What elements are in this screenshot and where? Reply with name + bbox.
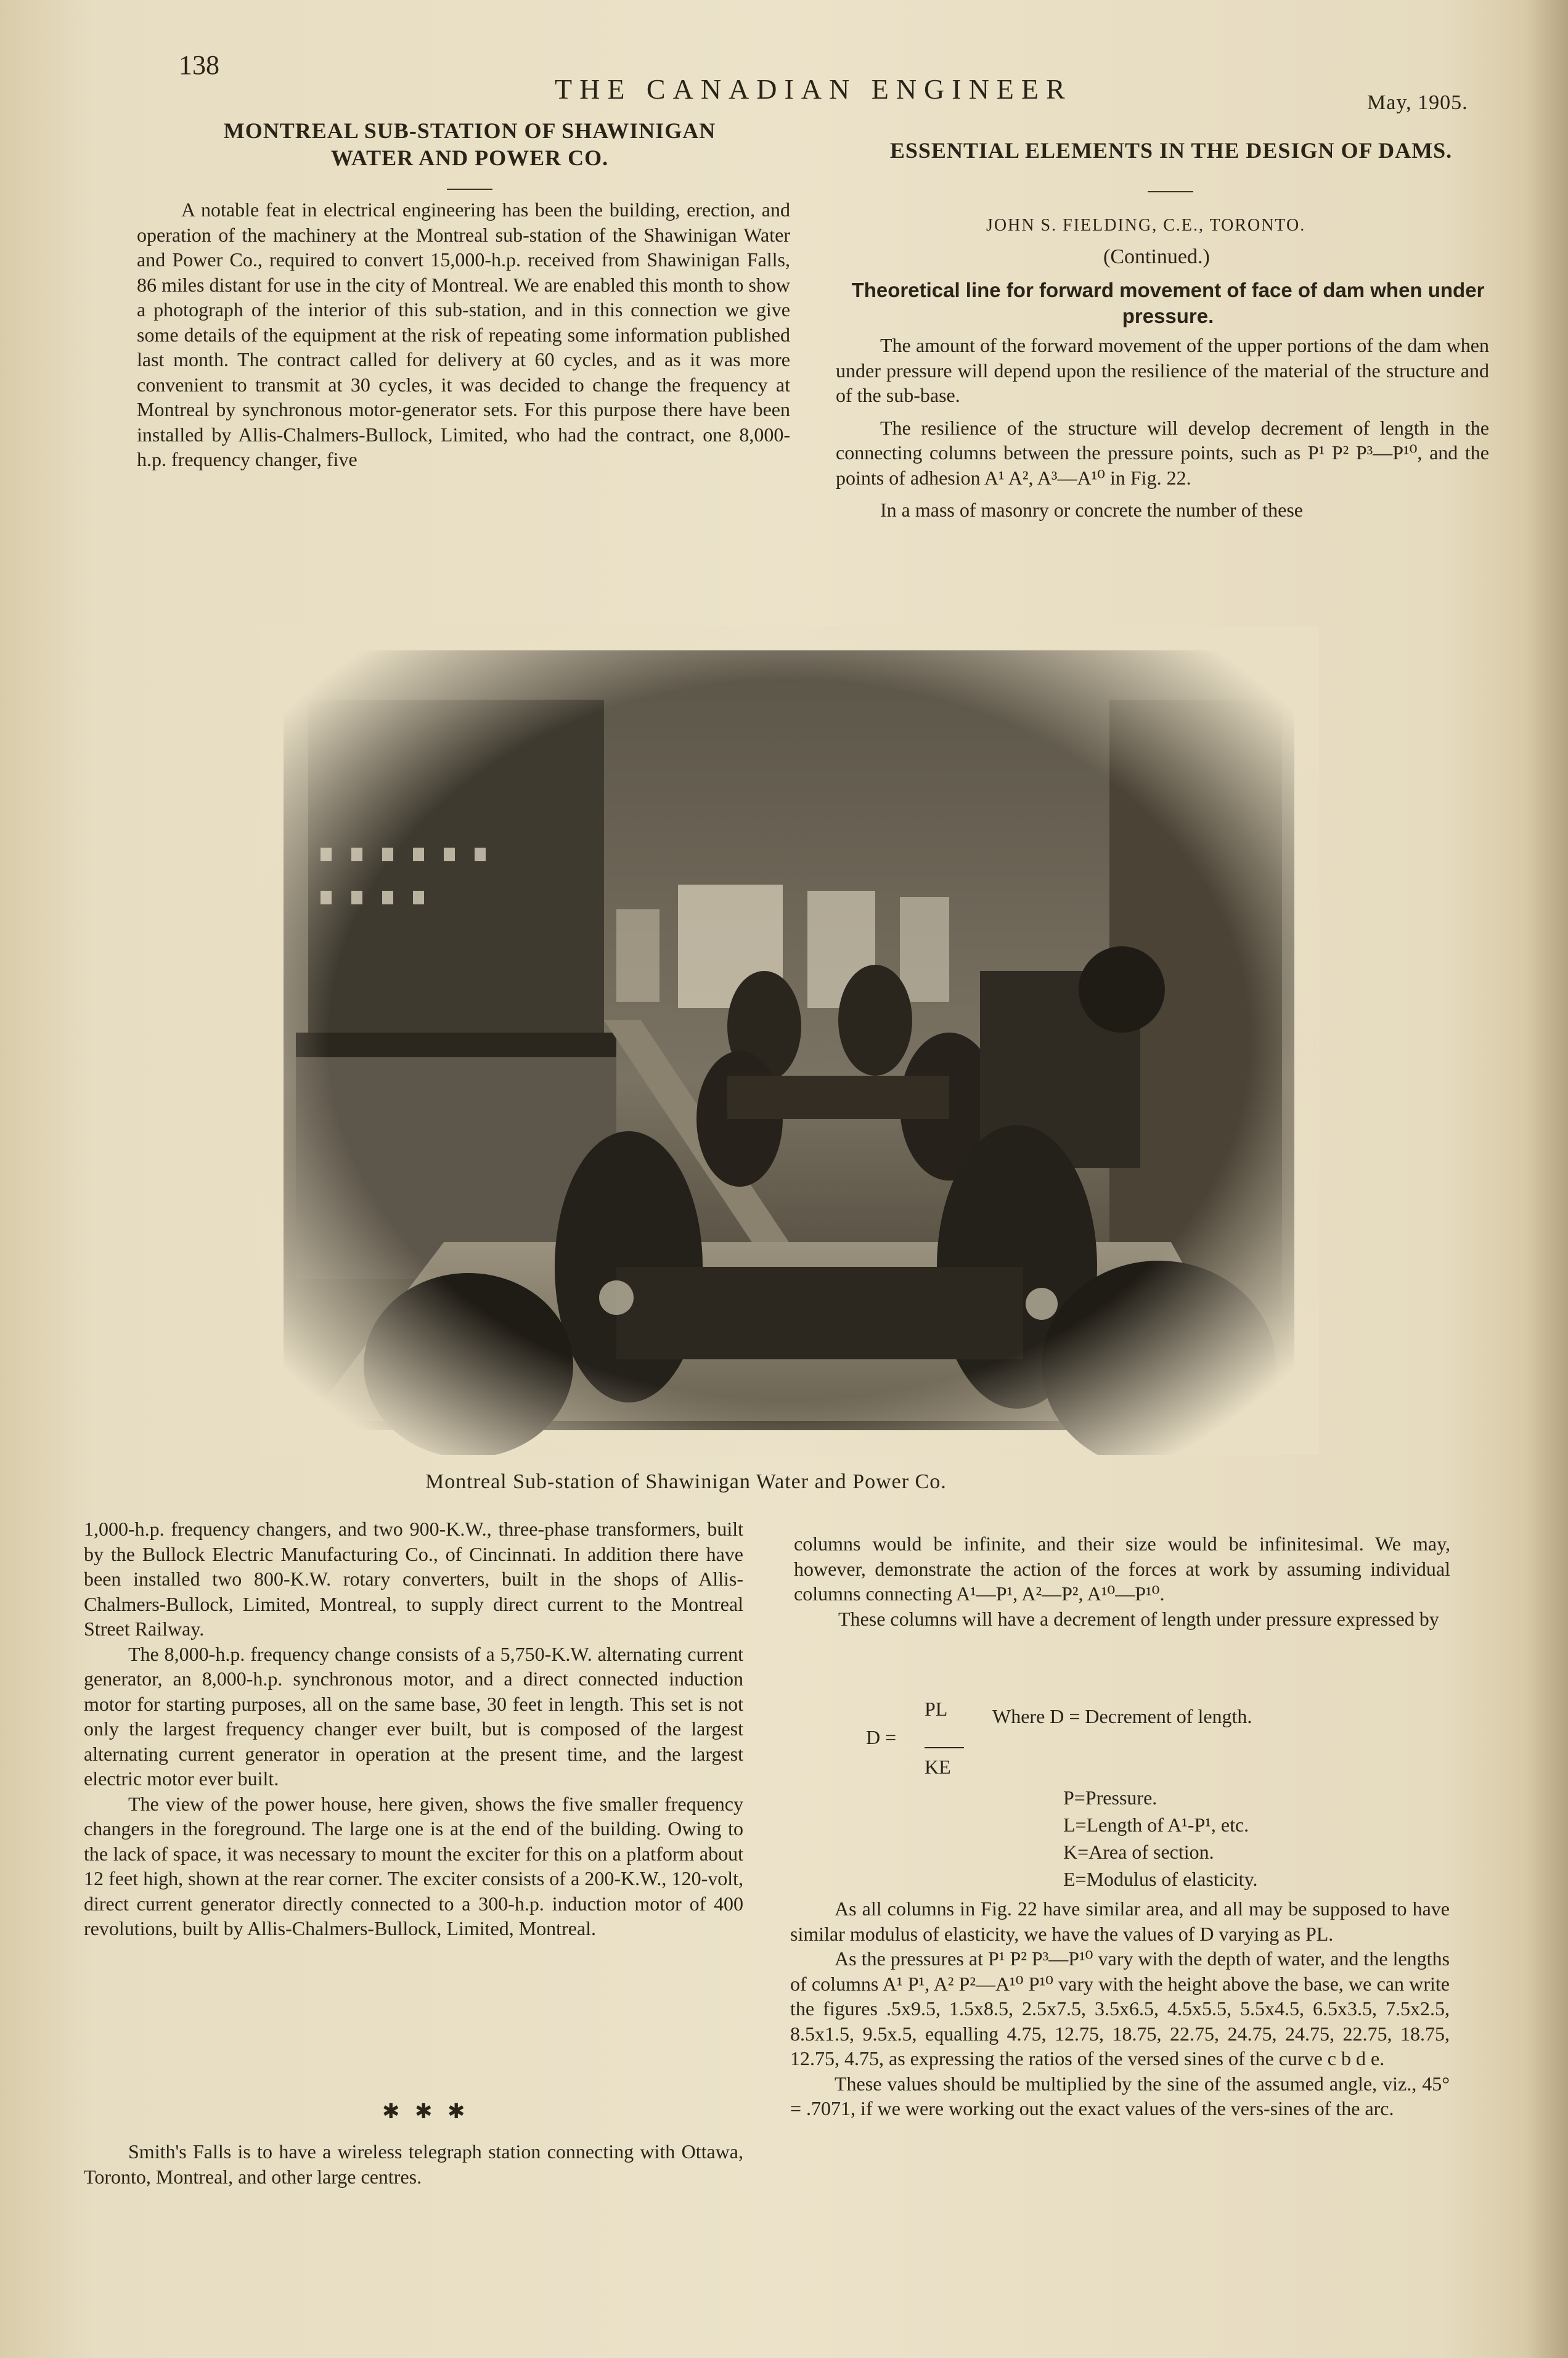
article1-column-bottom <box>84 1517 743 1941</box>
article1-para2: The 8,000-h.p. frequency change consists of a 5,750-K.W. alternating current generator, an 8,000-h.p. synchronous motor, and a direct connected induction motor for starting purposes, all on the same base, 30 feet in length. This set is not only the largest frequency changer ever built, but is composed of the largest alternating current generator in operation at the present time, and the largest electric motor ever built. <box>84 1642 743 1790</box>
figure-caption: Montreal Sub-station of Shawinigan Water and Power Co. <box>425 1470 947 1493</box>
article2-para2: The resilience of the structure will develop decrement of length in the connecting columns between the pressure points, such as P¹ P² P³—P¹⁰, and the points of adhesion A¹ A², A³—A¹⁰ in Fig. 22. <box>836 416 1489 489</box>
definition-p: P=Pressure. <box>1063 1787 1158 1809</box>
article1-title-line1: MONTREAL SUB-STATION OF SHAWINIGAN <box>223 118 716 143</box>
issue-date: May, 1905. <box>1367 91 1468 114</box>
page-edge-shadow <box>1525 0 1568 2358</box>
formula-where: Where D = Decrement of length. <box>992 1705 1252 1727</box>
article2-para7: These values should be multiplied by the sine of the assumed angle, viz., 45° = .7071, if we were working out the exact values of the vers-sines of the arc. <box>790 2072 1450 2119</box>
definition-l: L=Length of A¹-P¹, etc. <box>1063 1814 1249 1836</box>
formula-numerator: PL <box>925 1698 948 1720</box>
article2-column-end <box>790 1896 1450 2121</box>
brief-note <box>84 2139 743 2189</box>
article2-para3-cont: columns would be infinite, and their size would be infinitesimal. We may, however, demonstrate the action of the forces at work by assuming individual columns connecting A¹—P¹, A²—P², A¹⁰—P¹⁰. <box>794 1533 1450 1605</box>
article2-para3: In a mass of masonry or concrete the number of these <box>880 499 1303 521</box>
formula-fraction-bar <box>925 1747 964 1748</box>
article2-continued: (Continued.) <box>1103 245 1210 268</box>
article1-title-rule <box>447 189 492 190</box>
running-title: THE CANADIAN ENGINEER <box>555 73 1072 105</box>
article1-title <box>143 117 796 171</box>
article2-para4: These columns will have a decrement of length under pressure expressed by <box>838 1607 1439 1630</box>
article2-title: ESSENTIAL ELEMENTS IN THE DESIGN OF DAMS. <box>889 138 1453 163</box>
formula-lhs: D = <box>866 1726 897 1748</box>
substation-photo <box>259 626 1319 1455</box>
article1-para1: A notable feat in electrical engineering has been the building, erection, and operation of the machinery at the Montreal sub-station of the Shawinigan Water and Power Co., required to convert 15,000-h.p. received from Shawinigan Falls, 86 miles distant for use in the city of Montreal. We are enabled this month to show a photograph of the interior of this sub-station, and in this connection we give some details of the equipment at the risk of repeating some information published last month. The contract called for delivery at 60 cycles, and as it was more convenient to transmit at 30 cycles, it was decided to change the frequency at Montreal by synchronous motor-generator sets. For this purpose there have been installed by Allis-Chalmers-Bullock, Limited, who had the contract, one 8,000-h.p. frequency changer, five <box>137 199 790 470</box>
page-number: 138 <box>179 50 219 80</box>
article1-title-line2: WATER AND POWER CO. <box>330 145 609 170</box>
section-separator: ✱ ✱ ✱ <box>382 2100 470 2123</box>
article2-column-top <box>836 333 1489 523</box>
article1-column-top <box>137 197 790 472</box>
article2-subhead: Theoretical line for forward movement of face of dam when under pressure. <box>851 279 1485 327</box>
article2-title-rule <box>1148 191 1193 192</box>
article1-para3: The view of the power house, here given, shows the five smaller frequency changers in the foreground. The large one is at the end of the building. Owing to the lack of space, it was necessary to mount the exciter for this on a platform about 12 feet high, shown at the rear corner. The exciter consists of a 200-K.W., 120-volt, direct current generator directly connected to a 300-h.p. induction motor of 400 revolutions, built by Allis-Chalmers-Bullock, Limited, Montreal. <box>84 1792 743 1939</box>
article2-para1: The amount of the forward movement of the upper portions of the dam when under pressure will depend upon the resilience of the material of the structure and of the sub-base. <box>836 334 1489 406</box>
definition-e: E=Modulus of elasticity. <box>1063 1868 1258 1890</box>
article2-para6: As the pressures at P¹ P² P³—P¹⁰ vary with the depth of water, and the lengths of columns A¹ P¹, A² P²—A¹⁰ P¹⁰ vary with the height above the base, we can write the figures .5x9.5, 1.5x8.5, 2.5x7.5, 3.5x6.5, 4.5x5.5, 5.5x4.5, 6.5x3.5, 7.5x2.5, 8.5x1.5, 9.5x.5, equalling 4.75, 12.75, 18.75, 22.75, 24.75, 24.75, 22.75, 18.75, 12.75, 4.75, as expressing the ratios of the versed sines of the curve c b d e. <box>790 1947 1450 2069</box>
article1-para1-cont: 1,000-h.p. frequency changers, and two 900-K.W., three-phase transformers, built by the Bullock Electric Manufacturing Co., of Cincinnati. In addition there have been installed two 800-K.W. rotary converters, built in the shops of Allis-Chalmers-Bullock, Limited, Montreal, to supply direct current to the Montreal Street Railway. <box>84 1518 743 1640</box>
formula-denominator: KE <box>925 1756 951 1778</box>
definition-k: K=Area of section. <box>1063 1841 1214 1863</box>
brief-note-text: Smith's Falls is to have a wireless telegraph station connecting with Ottawa, Toronto, Montreal, and other large centres. <box>84 2140 743 2188</box>
article2-author: JOHN S. FIELDING, C.E., TORONTO. <box>986 216 1306 235</box>
article2-column-bottom <box>794 1531 1450 1631</box>
article2-para5: As all columns in Fig. 22 have similar area, and all may be supposed to have similar modulus of elasticity, we have the values of D varying as PL. <box>790 1897 1450 1945</box>
